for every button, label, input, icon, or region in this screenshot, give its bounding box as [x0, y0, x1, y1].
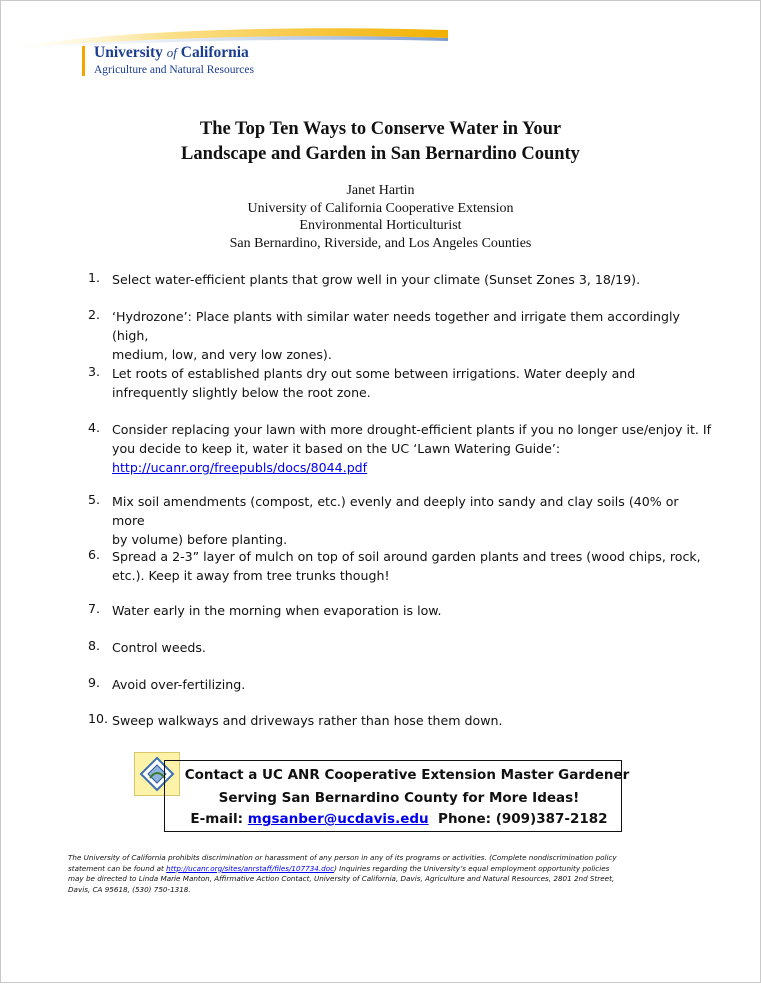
logo-subtitle: Agriculture and Natural Resources — [94, 64, 254, 76]
email-link[interactable]: mgsanber@ucdavis.edu — [247, 811, 429, 827]
uc-anr-logo — [18, 24, 458, 84]
contact-line3: E-mail: mgsanber@ucdavis.edu Phone: (909)387-2182 — [190, 811, 608, 827]
contact-line2: Serving San Bernardino County for More Ideas! — [218, 790, 580, 806]
policy-link[interactable]: http://ucanr.org/sites/anrstaff/files/107734.doc — [166, 863, 335, 873]
nondiscrimination-footer: The University of California prohibits discrimination or harassment of any person in any of its programs or activities. (Complete nondiscrimination policy statement can be found at http://ucanr.org/sites/anrstaff/files/107734.doc) Inquiries regarding the University’s equal employment opportunity policies may be directed to Linda Marie Manton, Affirmative Action Contact, University of California, Davis, Agriculture and Natural Resources, 2801 2nd Street, Davis, CA 95618, (530) 750-1318. — [68, 853, 617, 894]
author-name: Janet Hartin — [346, 183, 415, 198]
author-block — [0, 182, 761, 252]
contact-line1: Contact a UC ANR Cooperative Extension Master Gardener — [184, 767, 630, 783]
author-org: University of California Cooperative Extension — [247, 200, 514, 216]
lawn-watering-guide-link[interactable]: http://ucanr.org/freepubls/docs/8044.pdf — [112, 460, 368, 475]
logo-university-name: University of California — [94, 44, 249, 61]
author-role: Environmental Horticulturist — [299, 218, 462, 233]
page-title-line2: Landscape and Garden in San Bernardino County — [181, 144, 580, 164]
logo-gold-bar — [82, 46, 85, 76]
contact-box — [164, 760, 630, 832]
page-title-line1: The Top Ten Ways to Conserve Water in Your — [199, 119, 562, 139]
author-counties: San Bernardino, Riverside, and Los Angeles Counties — [229, 235, 532, 251]
